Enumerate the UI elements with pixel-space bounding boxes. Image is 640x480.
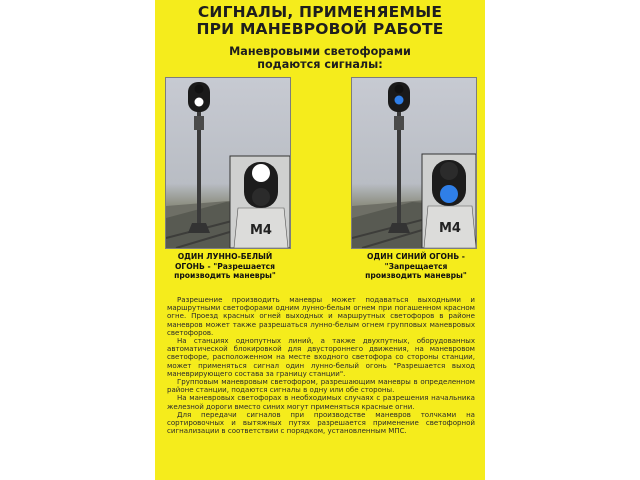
large-lunar-white-light-icon [252,164,270,182]
signal-plate-right: М4 [439,221,461,236]
caption-white-line-2: ОГОНЬ - "Разрешается [174,261,276,271]
title-line-2: ПРИ МАНЕВРОВОЙ РАБОТЕ [196,20,444,38]
poster-subtitle [155,46,485,71]
poster-title [155,4,485,38]
signal-illustration-white [165,77,291,249]
caption-blue-signal [341,252,491,281]
signal-plate-left: М4 [250,223,272,238]
paragraph-4: На маневровых светофорах в необходимых случаях с разрешения начальника железной дороги вместо синих могут применяться красные огни. [167,393,475,411]
caption-blue-line-2: "Запрещается [384,261,448,271]
caption-white-signal [163,252,287,281]
poster [155,0,485,480]
caption-blue-line-3: производить маневры" [365,271,467,280]
subtitle-line-1: Маневровыми светофорами [229,45,411,58]
small-lunar-white-light-icon [195,98,204,107]
paragraph-3: Групповым маневровым светофором, разрешающим маневры в определенном районе станции, подаются сигналы в одну или обе стороны. [167,377,475,395]
caption-blue-line-1: ОДИН СИНИЙ ОГОНЬ - [367,252,465,261]
subtitle-line-2: подаются сигналы: [257,57,383,71]
caption-white-line-3: производить маневры" [174,271,276,280]
paragraph-1: Разрешение производить маневры может подаваться выходными и маршрутными светофорами одним лунно-белым огнем при погашенном красном огне. Проезд красных огней выходных и маршрутных светофоров в районе маневров может также разрешаться лунно-белым огнем групповых маневровых светофоров. [167,295,475,337]
paragraph-2: На станциях однопутных линий, а также двухпутных, оборудованных автоматической блокировкой для двустороннего движения, на маневровом светофоре, расположенном на месте входного светофора со стороны станции, может применяться сигнал один лунно-белый огонь "Разрешается выход маневрирующего состава за границу станции". [167,336,475,378]
small-blue-light-icon [395,96,404,105]
title-line-1: СИГНАЛЫ, ПРИМЕНЯЕМЫЕ [197,3,443,21]
signal-illustration-blue [351,77,477,249]
shunting-signal-white-illustration [166,78,290,248]
rules-text [167,296,475,435]
shunting-signal-blue-illustration [352,78,476,248]
caption-white-line-1: ОДИН ЛУННО-БЕЛЫЙ [177,252,273,261]
paragraph-5: Для передачи сигналов при производстве маневров толчками на сортировочных и вытяжных путях разрешается применение светофорной сигнализации в соответствии с порядком, установленным МПС. [167,409,475,436]
large-blue-light-icon [440,185,458,203]
